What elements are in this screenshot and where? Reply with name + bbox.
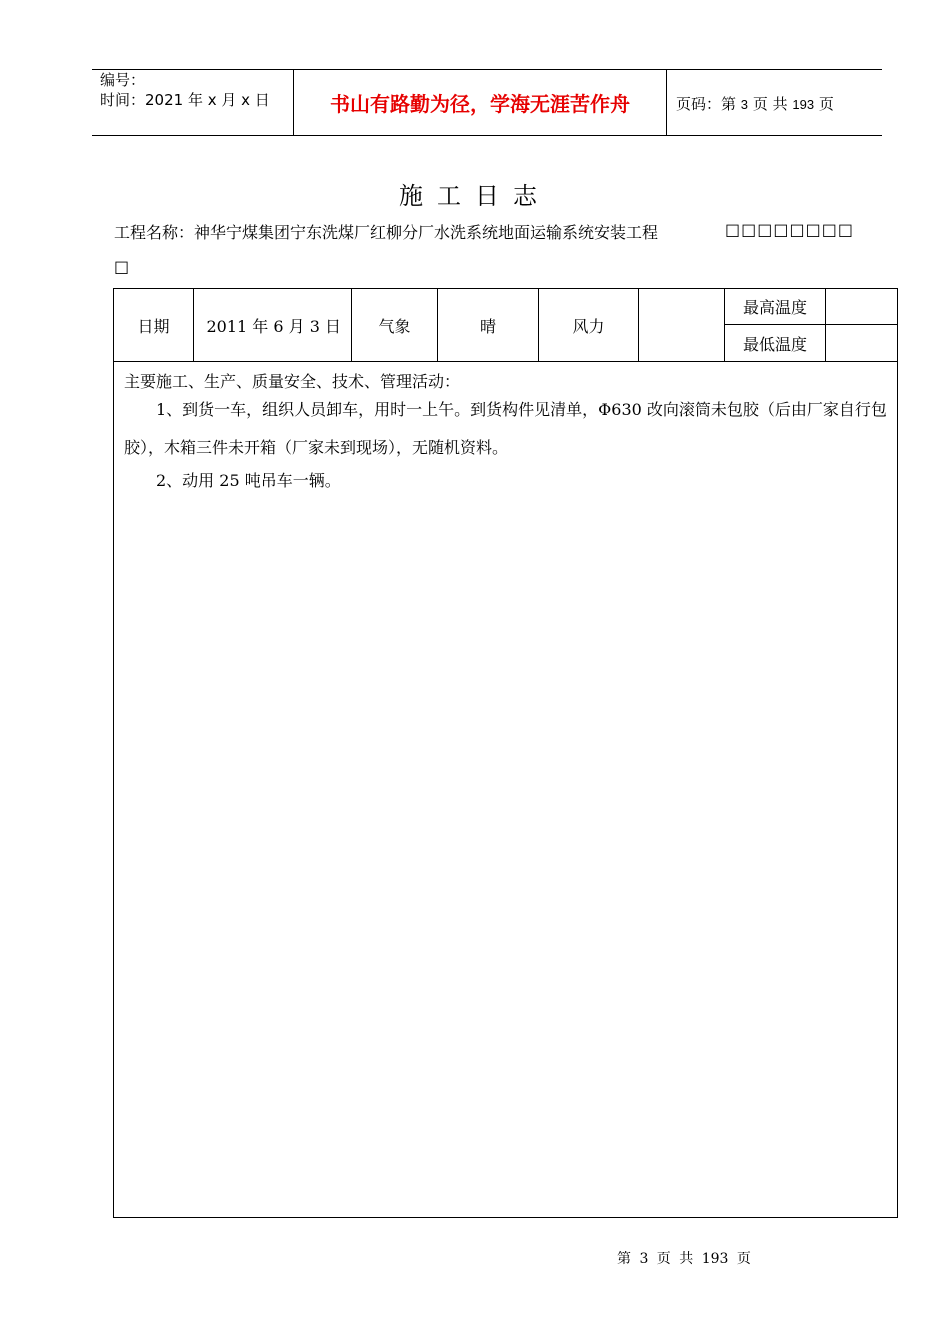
wind-label-cell (539, 289, 639, 361)
info-row (114, 289, 897, 362)
serial-label: 编号： (100, 71, 146, 89)
weather-label-cell (352, 289, 438, 361)
header-meta (100, 70, 270, 110)
header-bottom-rule (92, 135, 882, 136)
max-temp-label-cell (725, 289, 826, 325)
weather-label: 气象 (378, 316, 411, 336)
header-page-number (676, 93, 834, 114)
max-temp-value-cell (826, 289, 898, 325)
page-total: 193 (792, 97, 815, 112)
activity-item-2: 2、动用 25 吨吊车一辆。 (156, 471, 341, 490)
page-footer: 第 3 页 共 193 页 (617, 1251, 751, 1267)
placeholder-box-wrapped: □ (114, 257, 130, 276)
weather-value: 晴 (479, 316, 496, 336)
placeholder-boxes: □□□□□□□□ (725, 220, 854, 239)
header-divider-right (666, 69, 667, 136)
page-prefix: 页码：第 (676, 95, 737, 113)
wind-label: 风力 (572, 316, 605, 336)
project-name: 工程名称：神华宁煤集团宁东洗煤厂红柳分厂水洗系统地面运输系统安装工程 (114, 223, 659, 242)
min-temp-value-cell (826, 325, 898, 361)
weather-value-cell (438, 289, 539, 361)
page-current: 3 (740, 97, 749, 112)
activity-item-1: 1、到货一车，组织人员卸车，用时一上午。到货构件见清单，Φ630 改向滚筒未包胶（后由厂家自行包胶），木箱三件未开箱（厂家未到现场），无随机资料。 (124, 400, 887, 457)
date-label-cell (114, 289, 194, 361)
min-temp-label-cell (725, 325, 826, 361)
activities-label: 主要施工、生产、质量安全、技术、管理活动： (124, 372, 461, 391)
date-value-cell (194, 289, 352, 361)
wind-value-cell (639, 289, 725, 361)
log-table (113, 288, 898, 1218)
page-title: 施工日志 (399, 182, 551, 210)
min-temp-label: 最低温度 (742, 334, 807, 354)
header-motto: 书山有路勤为径，学海无涯苦作舟 (330, 92, 630, 116)
page-suffix: 页 (818, 95, 834, 113)
date-label: 日期 (137, 316, 170, 336)
time-label: 时间：2021 年 x 月 x 日 (100, 91, 270, 109)
page-mid: 页 共 (752, 95, 788, 113)
date-value: 2011 年 6 月 3 日 (206, 316, 341, 336)
max-temp-label: 最高温度 (742, 298, 807, 317)
